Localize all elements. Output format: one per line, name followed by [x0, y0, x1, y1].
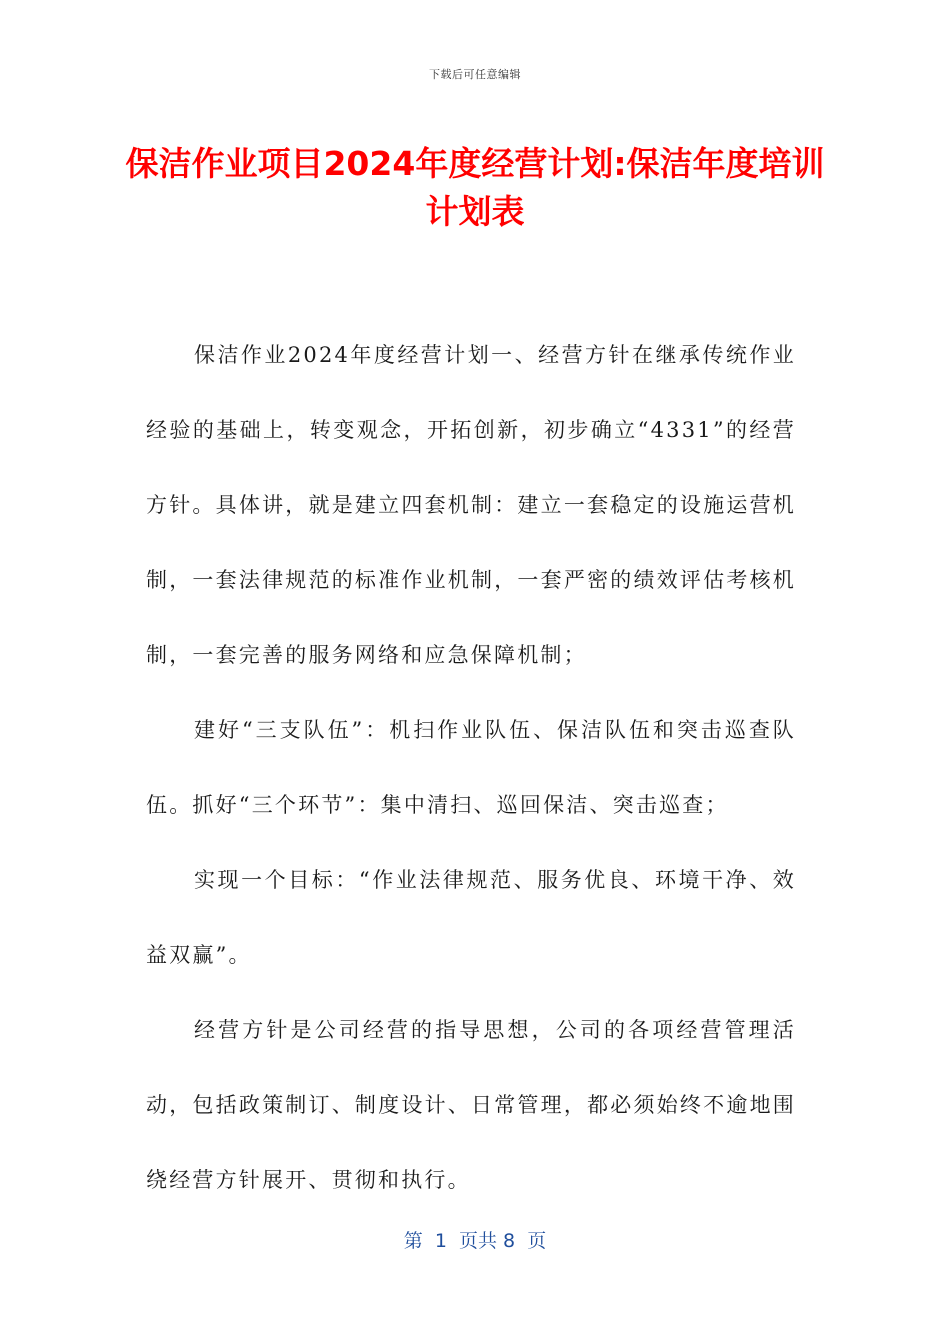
page-number-footer: 第 1 页共 8 页	[403, 1230, 547, 1252]
header-note: 下载后可任意编辑	[429, 68, 521, 81]
paragraph-1: 保洁作业2024年度经营计划一、经营方针在继承传统作业经验的基础上，转变观念，开拓创新，初步确立“4331”的经营方针。具体讲，就是建立四套机制：建立一套稳定的设施运营机制，一套法律规范的标准作业机制，一套严密的绩效评估考核机制，一套完善的服务网络和应急保障机制；	[146, 343, 796, 667]
paragraph-3: 实现一个目标：“作业法律规范、服务优良、环境干净、效益双赢”。	[146, 868, 796, 967]
paragraph-4: 经营方针是公司经营的指导思想，公司的各项经营管理活动，包括政策制订、制度设计、日常管理，都必须始终不逾地围绕经营方针展开、贯彻和执行。	[146, 1018, 796, 1192]
document-body	[146, 318, 796, 1218]
paragraph-2: 建好“三支队伍”：机扫作业队伍、保洁队伍和突击巡查队伍。抓好“三个环节”：集中清扫、巡回保洁、突击巡查；	[146, 718, 796, 817]
document-title: 保洁作业项目2024年度经营计划:保洁年度培训计划表	[125, 144, 825, 231]
